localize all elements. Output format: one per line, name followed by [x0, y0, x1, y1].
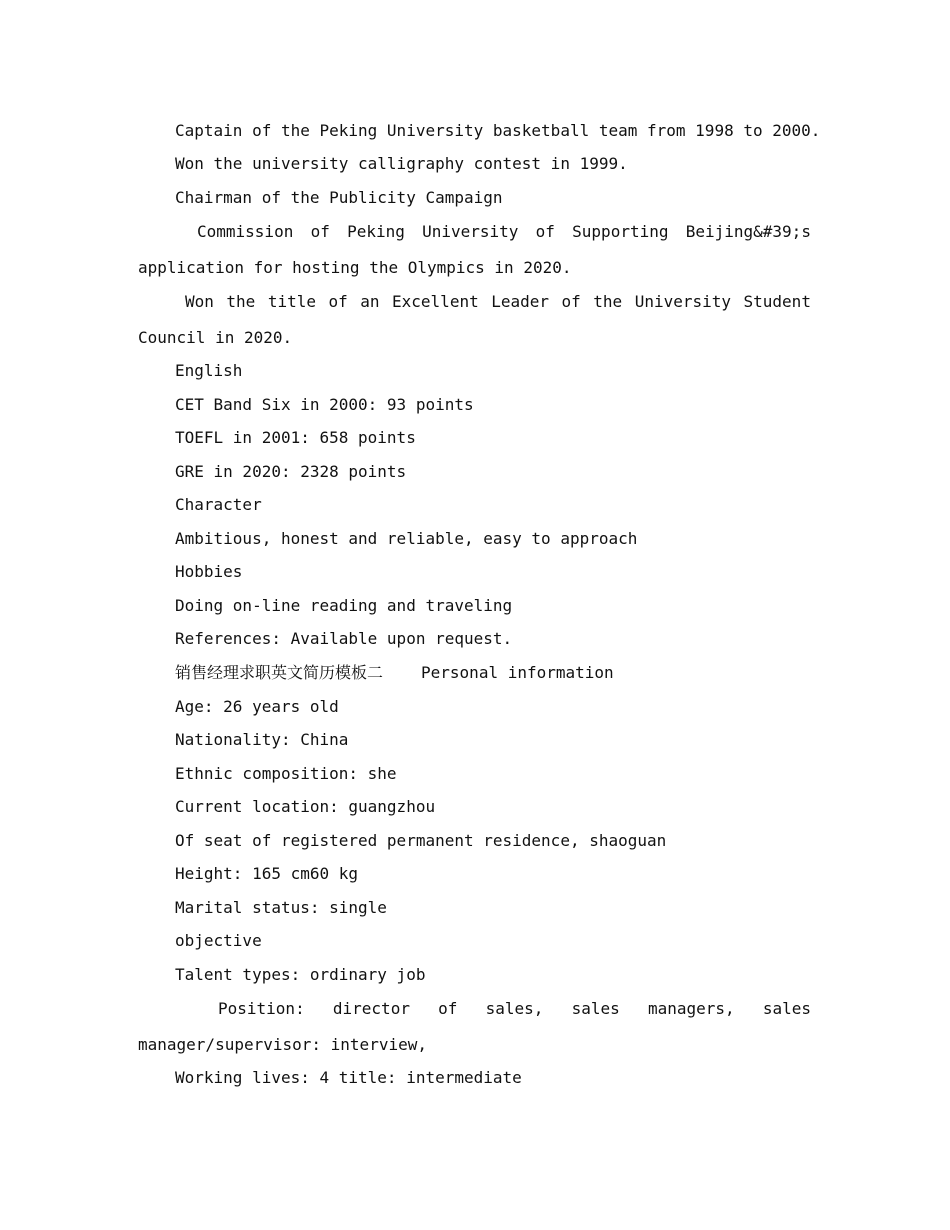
text-line: TOEFL in 2001: 658 points: [175, 428, 416, 447]
word: Position:: [218, 999, 305, 1018]
word: Beijing&#39;s: [685, 222, 811, 241]
section-heading-hobbies: Hobbies: [175, 562, 243, 581]
text-line: Current location: guangzhou: [175, 797, 436, 816]
text-line: CET Band Six in 2000: 93 points: [175, 395, 474, 414]
text-line: Height: 165 cm60 kg: [175, 864, 359, 883]
section-heading-character: Character: [175, 495, 262, 514]
word: Supporting: [572, 222, 669, 241]
word: of: [328, 292, 348, 311]
text-line: GRE in 2020: 2328 points: [175, 462, 407, 481]
text-line: Age: 26 years old: [175, 697, 339, 716]
paragraph-second-line: manager/supervisor: interview,: [138, 1035, 427, 1054]
word: University: [422, 222, 519, 241]
text-line: Ethnic composition: she: [175, 764, 397, 783]
word: Commission: [197, 222, 294, 241]
word: the: [226, 292, 256, 311]
paragraph-second-line: application for hosting the Olympics in 2020.: [138, 258, 572, 277]
word: sales: [571, 999, 620, 1018]
word: title: [267, 292, 316, 311]
word: of: [310, 222, 330, 241]
paragraph-second-line: Council in 2020.: [138, 328, 293, 347]
paragraph-first-line: [138, 999, 811, 1019]
text-line: Talent types: ordinary job: [175, 965, 426, 984]
word: Excellent: [392, 292, 479, 311]
word: the: [593, 292, 623, 311]
word: Won: [185, 292, 214, 311]
section-heading-english: English: [175, 361, 243, 380]
text-line: Doing on-line reading and traveling: [175, 596, 513, 615]
word: managers,: [647, 999, 735, 1018]
text-line: Of seat of registered permanent residence, shaoguan: [175, 831, 667, 850]
word: an: [360, 292, 380, 311]
word: Peking: [347, 222, 405, 241]
text-line: Captain of the Peking University basketball team from 1998 to 2000.: [175, 121, 821, 140]
word: of: [438, 999, 458, 1018]
word: sales: [762, 999, 811, 1018]
text-line: Ambitious, honest and reliable, easy to approach: [175, 529, 638, 548]
text-line: Nationality: China: [175, 730, 349, 749]
text-line: References: Available upon request.: [175, 629, 513, 648]
paragraph-first-line: [138, 222, 811, 242]
text-line: Won the university calligraphy contest in 1999.: [175, 154, 628, 173]
template-section-title: [175, 663, 614, 683]
word: Leader: [491, 292, 550, 311]
leader-paragraph: [138, 292, 811, 348]
olympics-paragraph: [138, 222, 811, 278]
word: University: [634, 292, 732, 311]
personal-information-heading: Personal information: [421, 663, 614, 682]
word: of: [535, 222, 555, 241]
word: Student: [743, 292, 811, 311]
text-line: Marital status: single: [175, 898, 387, 917]
section-heading-objective: objective: [175, 931, 262, 950]
position-paragraph: [138, 999, 811, 1055]
text-line: Working lives: 4 title: intermediate: [175, 1068, 522, 1087]
text-line: Chairman of the Publicity Campaign: [175, 188, 503, 207]
word: of: [561, 292, 581, 311]
word: director: [332, 999, 410, 1018]
template-title-chinese: 销售经理求职英文简历模板二: [175, 663, 384, 682]
word: sales,: [485, 999, 544, 1018]
paragraph-first-line: [138, 292, 811, 312]
